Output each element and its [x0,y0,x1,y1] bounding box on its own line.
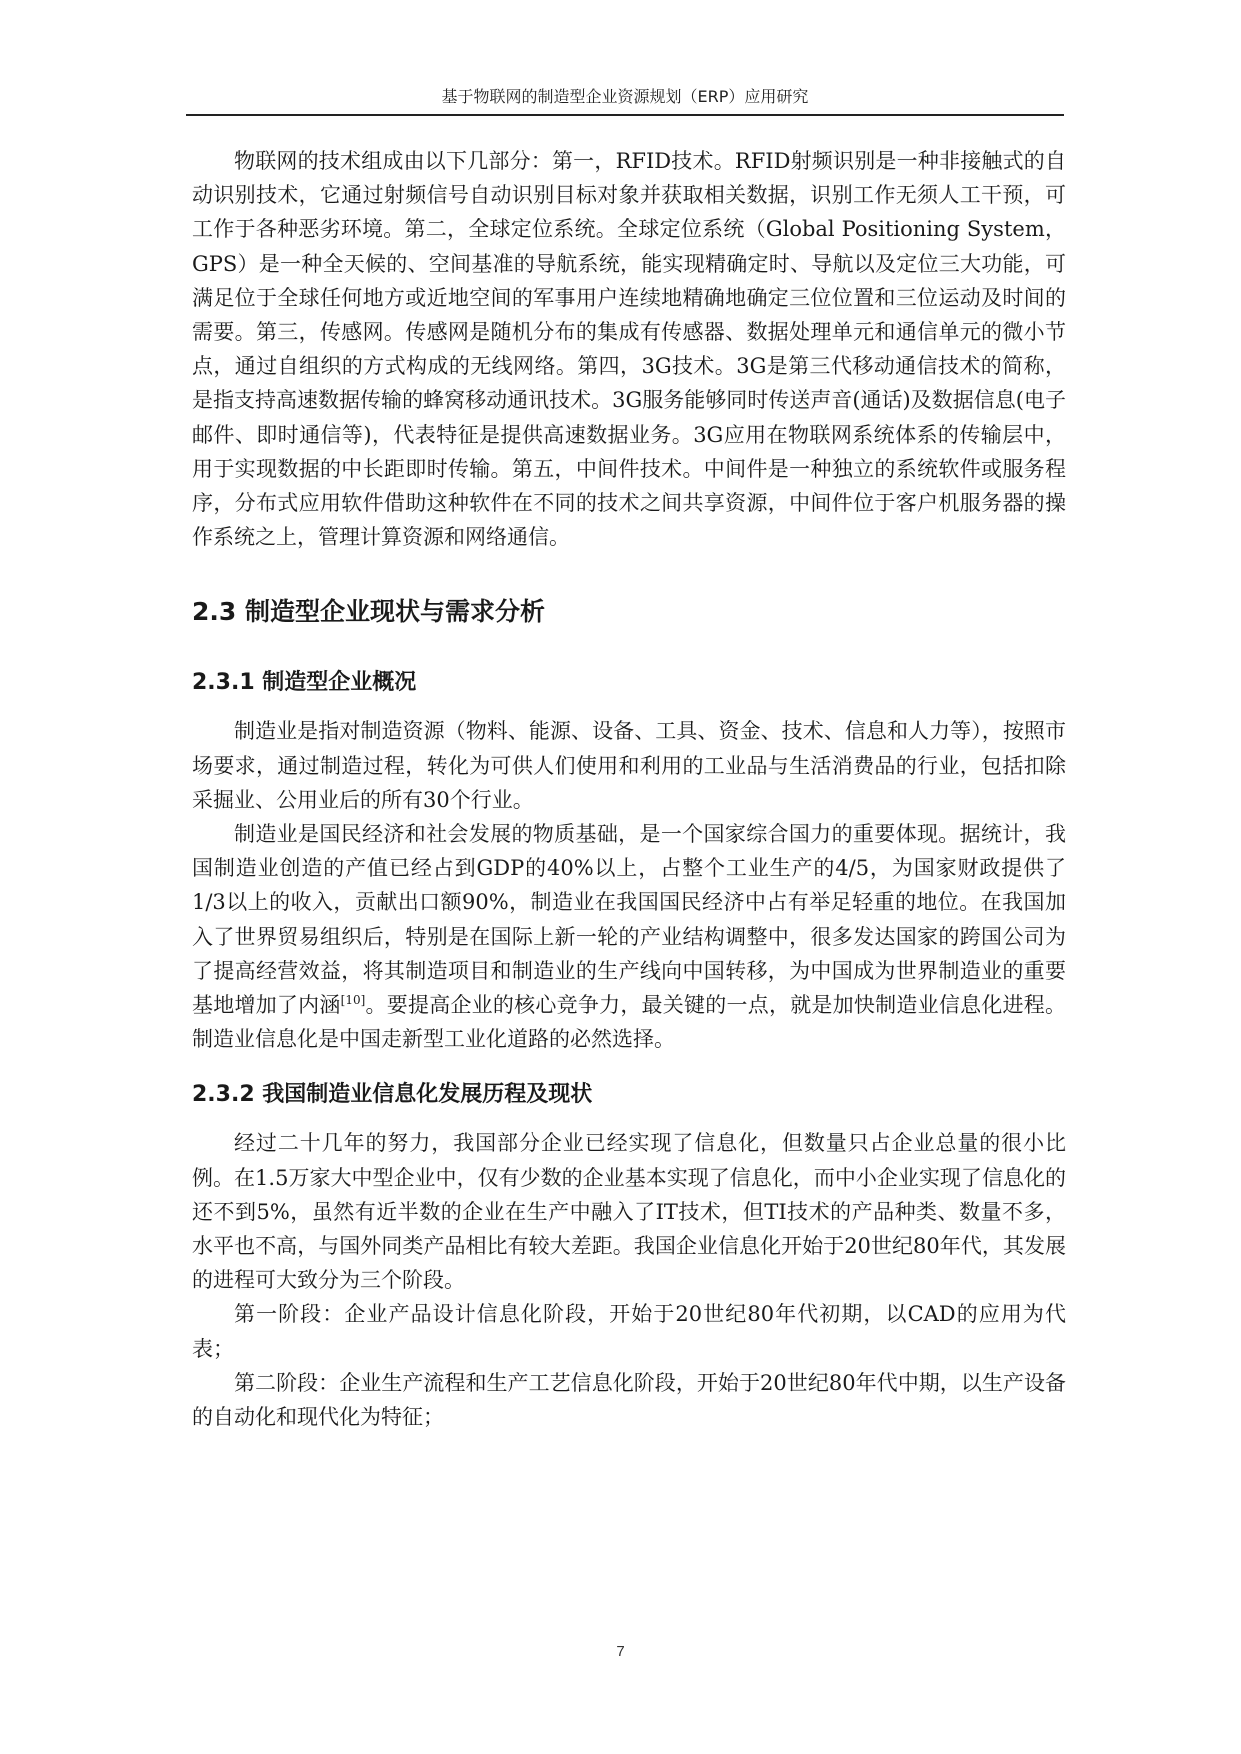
paragraph-text-tail: 。要提高企业的核心竞争力，最关键的一点，就是加快制造业信息化进程。制造业信息化是中国走新型工业化道路的必然选择。 [192,993,1066,1052]
paragraph-informatization-status: 经过二十几年的努力，我国部分企业已经实现了信息化，但数量只占企业总量的很小比例。在1.5万家大中型企业中，仅有少数的企业基本实现了信息化，而中小企业实现了信息化的还不到5%，虽然有近半数的企业在生产中融入了IT技术，但TI技术的产品种类、数量不多，水平也不高，与国外同类产品相比有较大差距。我国企业信息化开始于20世纪80年代，其发展的进程可大致分为三个阶段。 [192,1131,1066,1293]
page-number: 7 [616,1643,625,1660]
paragraph-stage-one: 第一阶段：企业产品设计信息化阶段，开始于20世纪80年代初期，以CAD的应用为代表； [192,1302,1066,1361]
page-body [192,144,1066,1434]
citation-ref: [10] [340,993,366,1008]
section-heading-2-3-2: 2.3.2 我国制造业信息化发展历程及现状 [192,1082,593,1108]
header-rule [186,114,1064,116]
section-heading-2-3: 2.3 制造型企业现状与需求分析 [192,597,545,627]
paragraph-text: 制造业是国民经济和社会发展的物质基础，是一个国家综合国力的重要体现。据统计，我国制造业创造的产值已经占到GDP的40%以上，占整个工业生产的4/5，为国家财政提供了1/3以上的收入，贡献出口额90%，制造业在我国国民经济中占有举足轻重的地位。在我国加入了世界贸易组织后，特别是在国际上新一轮的产业结构调整中，很多发达国家的跨国公司为了提高经营效益，将其制造项目和制造业的生产线向中国转移，为中国成为世界制造业的重要基地增加了内涵 [192,822,1066,1018]
paragraph-manufacturing-definition: 制造业是指对制造资源（物料、能源、设备、工具、资金、技术、信息和人力等），按照市场要求，通过制造过程，转化为可供人们使用和利用的工业品与生活消费品的行业，包括扣除采掘业、公用业后的所有30个行业。 [192,719,1066,812]
paragraph-manufacturing-importance [192,817,1066,1056]
paragraph-stage-two: 第二阶段：企业生产流程和生产工艺信息化阶段，开始于20世纪80年代中期，以生产设备的自动化和现代化为特征； [192,1370,1066,1430]
section-heading-2-3-1: 2.3.1 制造型企业概况 [192,670,417,696]
paragraph-iot-components: 物联网的技术组成由以下几部分：第一，RFID技术。RFID射频识别是一种非接触式的自动识别技术，它通过射频信号自动识别目标对象并获取相关数据，识别工作无须人工干预，可工作于各种恶劣环境。第二，全球定位系统。全球定位系统（Global Positioning System，GPS）是一种全天候的、空间基准的导航系统，能实现精确定时、导航以及定位三大功能，可满足位于全球任何地方或近地空间的军事用户连续地精确地确定三位位置和三位运动及时间的需要。第三，传感网。传感网是随机分布的集成有传感器、数据处理单元和通信单元的微小节点，通过自组织的方式构成的无线网络。第四，3G技术。3G是第三代移动通信技术的简称，是指支持高速数据传输的蜂窝移动通讯技术。3G服务能够同时传送声音(通话)及数据信息(电子邮件、即时通信等)，代表特征是提供高速数据业务。3G应用在物联网系统体系的传输层中，用于实现数据的中长距即时传输。第五，中间件技术。中间件是一种独立的系统软件或服务程序，分布式应用软件借助这种软件在不同的技术之间共享资源，中间件位于客户机服务器的操作系统之上，管理计算资源和网络通信。 [192,149,1066,550]
running-header: 基于物联网的制造型企业资源规划（ERP）应用研究 [441,87,809,106]
